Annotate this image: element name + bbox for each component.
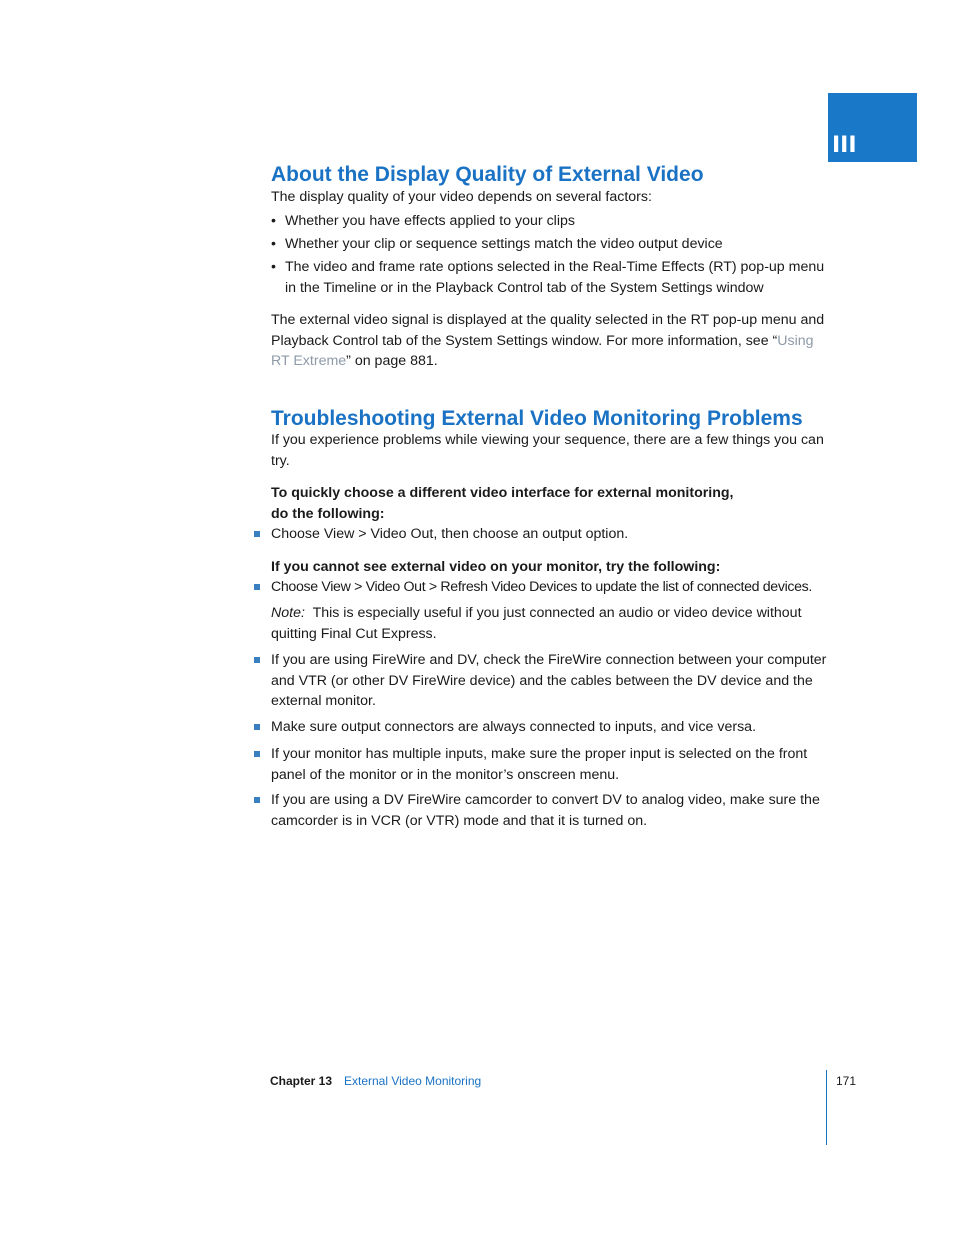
step-item: If you are using FireWire and DV, check the FireWire connection between your computer and VTR (or other DV FireWire device) and the cables between the DV device and the external monitor.	[271, 652, 827, 710]
section1-intro: The display quality of your video depends on several factors:	[271, 189, 652, 205]
note	[271, 603, 831, 644]
section-heading-troubleshooting: Troubleshooting External Video Monitoring Problems	[271, 407, 803, 430]
footer-chapter-title: External Video Monitoring	[344, 1074, 482, 1088]
footer-chapter-number: Chapter 13	[270, 1074, 333, 1088]
paragraph-text: ” on page 881.	[346, 353, 438, 370]
part-tab	[828, 93, 917, 162]
note-text: This is especially useful if you just connected an audio or video device without quitting Final Cut Express.	[271, 605, 802, 642]
bullet-dot: •	[271, 259, 276, 275]
task-heading	[271, 483, 831, 524]
task-heading-line: do the following:	[271, 505, 385, 522]
square-bullet	[254, 797, 260, 803]
step-item: If you are using a DV FireWire camcorder to convert DV to analog video, make sure the camcorder is in VCR (or VTR) mode and that it is turned on.	[271, 792, 820, 829]
list-item: Whether you have effects applied to your clips	[285, 213, 575, 229]
list-item: The video and frame rate options selected in the Real-Time Effects (RT) pop-up menu in the Timeline or in the Playback Control tab of the System Settings window	[285, 259, 825, 296]
part-tab-label: III	[832, 133, 857, 158]
task-heading-line: To quickly choose a different video interface for external monitoring,	[271, 485, 734, 501]
square-bullet	[254, 724, 260, 730]
note-label: Note:	[271, 605, 305, 621]
list-item: Whether your clip or sequence settings match the video output device	[285, 236, 723, 252]
step-item: Make sure output connectors are always connected to inputs, and vice versa.	[271, 719, 757, 735]
section2-intro: If you experience problems while viewing your sequence, there are a few things you can try.	[271, 432, 824, 469]
page-number: 171	[836, 1074, 857, 1088]
step-item: Choose View > Video Out, then choose an output option.	[271, 526, 629, 542]
bullet-dot: •	[271, 236, 276, 252]
square-bullet	[254, 657, 260, 663]
step-item: Choose View > Video Out > Refresh Video Devices to update the list of connected devices.	[271, 579, 812, 595]
section-heading-display-quality: About the Display Quality of External Video	[271, 163, 704, 186]
cross-reference-link[interactable]: Using RT Extreme	[271, 332, 814, 370]
step-item: If your monitor has multiple inputs, make sure the proper input is selected on the front panel of the monitor or in the monitor’s onscreen menu.	[271, 746, 808, 783]
square-bullet	[254, 584, 260, 590]
task-heading: If you cannot see external video on your monitor, try the following:	[271, 559, 721, 575]
square-bullet	[254, 531, 260, 537]
bullet-dot: •	[271, 213, 276, 229]
square-bullet	[254, 751, 260, 757]
paragraph-text: The external video signal is displayed at the quality selected in the RT pop-up menu and Playback Control tab of the System Settings window. For more information, see “	[271, 312, 825, 349]
section1-paragraph	[271, 310, 831, 372]
footer-divider	[826, 1070, 827, 1145]
